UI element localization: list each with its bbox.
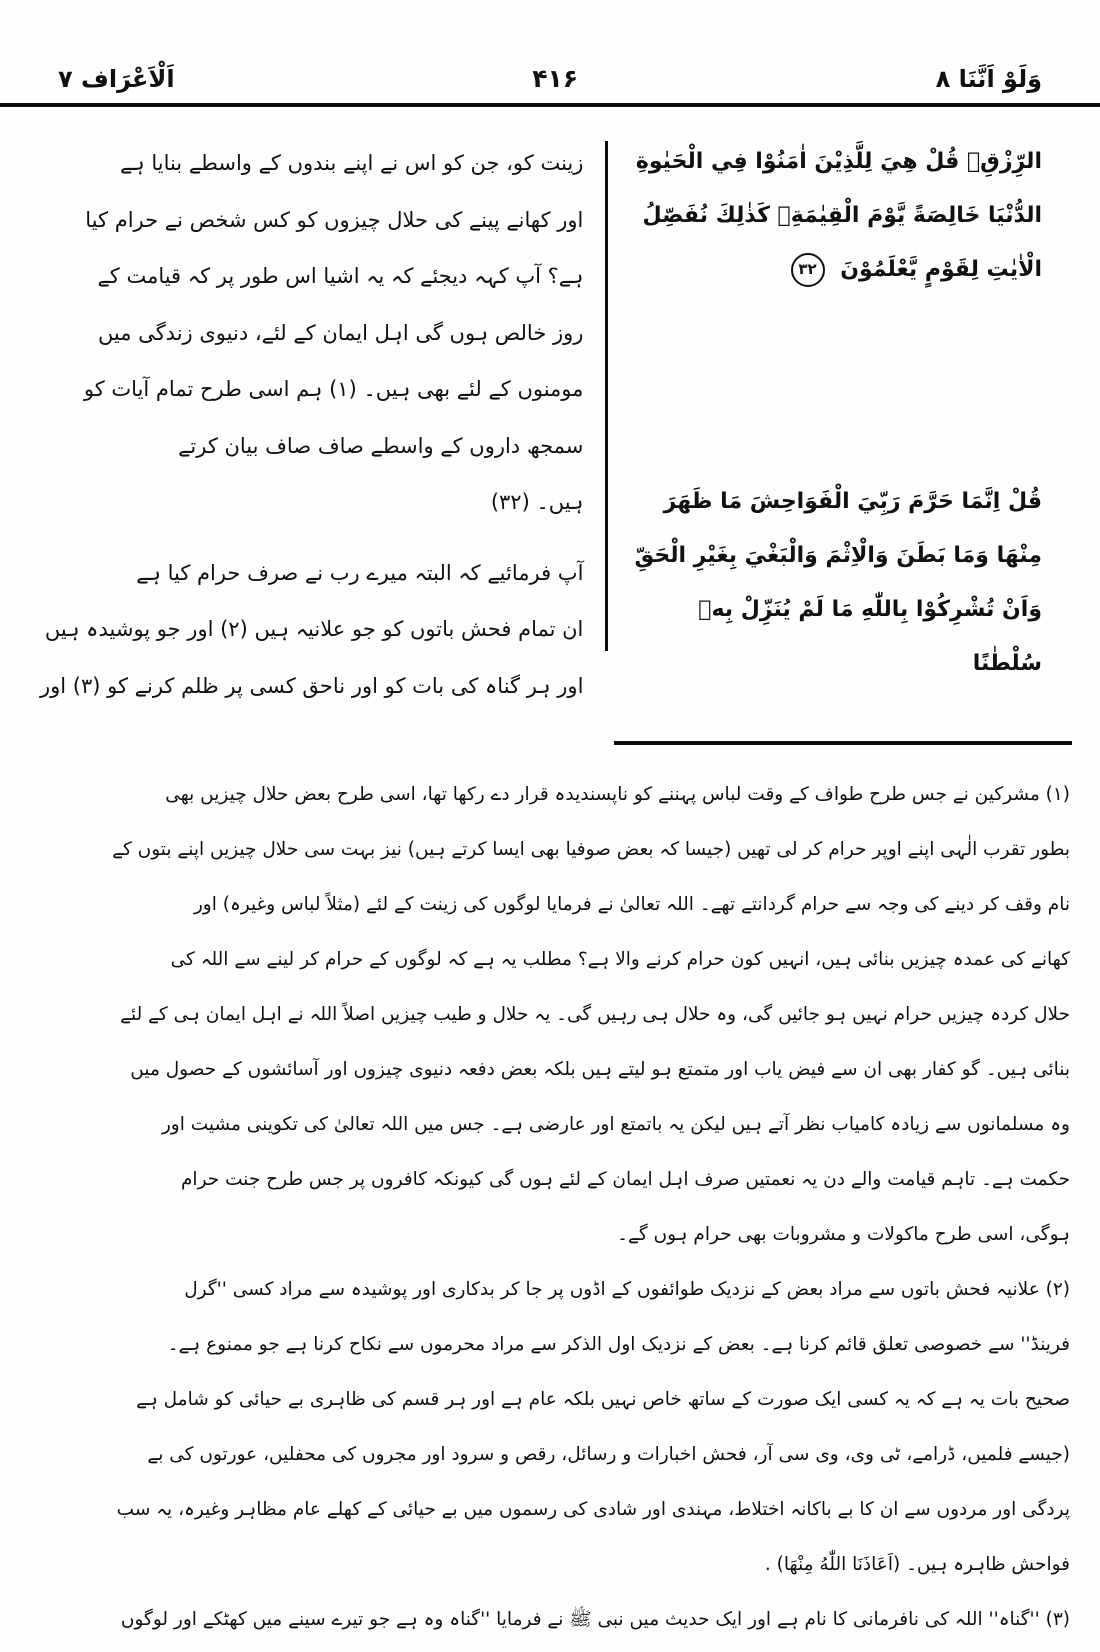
footnote-1-line: وہ مسلمانوں سے زیادہ کامیاب نظر آتے ہیں لیکن یہ باتمتع اور عارضی ہے۔ جس میں اللہ تعالیٰ کی تکوینی مشیت اور <box>161 1114 1070 1135</box>
footnote-2-line: (جیسے فلمیں، ڈرامے، ٹی وی، وی سی آر، فحش اخبارات و رسائل، رقص و سرود اور مجروں کی محفلیں، عورتوں کی بے <box>147 1444 1070 1465</box>
translation-line: اور کھانے پینے کی حلال چیزوں کو کس شخص نے حرام کیا <box>85 207 584 232</box>
footnote-2-line: پردگی اور مردوں سے ان کا بے باکانہ اختلاط، مہندی اور شادی کی رسموں میں بے حیائی کے کھلے عام مظاہر وغیرہ، یہ سب <box>116 1499 1070 1520</box>
footnote-2-line: فرینڈ'' سے خصوصی تعلق قائم کرنا ہے۔ بعض کے نزدیک اول الذکر سے مراد محرموں سے نکاح کرنا ہے جو ممنوع ہے۔ <box>167 1334 1070 1355</box>
translation-line: آپ فرمائیے کہ البتہ میرے رب نے صرف حرام کیا ہے <box>136 560 584 585</box>
footnote-divider <box>614 741 1072 745</box>
arabic-verse-33-text: قُلْ اِنَّمَا حَرَّمَ رَبِّيَ الْفَوَاحِشَ مَا ظَهَرَ مِنْهَا وَمَا بَطَنَ وَالْاِثْمَ وَالْبَغْيَ بِغَيْرِ الْحَقِّ وَاَنْ تُشْرِكُوْا بِاللّٰهِ مَا لَمْ يُنَزِّلْ بِهٖ سُلْطٰنًا <box>634 489 1042 676</box>
translation-line: روز خالص ہوں گی اہل ایمان کے لئے، دنیوی زندگی میں <box>97 320 584 345</box>
footnote-3-line: (۳) ''گناہ'' اللہ کی نافرمانی کا نام ہے اور ایک حدیث میں نبی ﷺ نے فرمایا ''گناہ وہ ہے جو تیرے سینے میں کھٹکے اور لوگوں <box>120 1609 1070 1630</box>
arabic-verse-33 <box>626 475 1042 691</box>
juz-title: وَلَوْ اَنَّنَا ۸ <box>935 65 1042 93</box>
footnote-1-line: حلال کردہ چیزیں حرام نہیں ہو جائیں گی، وہ حلال ہی رہیں گی۔ یہ حلال و طیب چیزیں اصلاً اللہ نے اہل ایمان ہی کے لئے <box>120 1004 1070 1025</box>
arabic-verse-32-text: الرِّزْقِۗ قُلْ هِيَ لِلَّذِيْنَ اٰمَنُوْا فِي الْحَيٰوةِ الدُّنْيَا خَالِصَةً يَّوْمَ الْقِيٰمَةِۗ كَذٰلِكَ نُفَصِّلُ الْاٰيٰتِ لِقَوْمٍ يَّعْلَمُوْنَ <box>635 149 1042 282</box>
column-divider <box>605 141 608 651</box>
footnote-1-line: بنائی ہیں۔ گو کفار بھی ان سے فیض یاب اور متمتع ہو لیتے ہیں بلکہ بعض دفعہ دنیوی چیزوں اور آسائشوں کے حصول میں <box>130 1059 1070 1080</box>
footnote-2-line: (۲) علانیہ فحش باتوں سے مراد بعض کے نزدیک طوائفوں کے اڈوں پر جا کر بدکاری اور پوشیدہ سے مراد کسی ''گرل <box>184 1279 1070 1300</box>
footnote-1-line: کھانے کی عمدہ چیزیں بنائی ہیں، انہیں کون حرام کرنے والا ہے؟ مطلب یہ ہے کہ لوگوں کے حرام کر لینے سے اللہ کی <box>170 949 1070 970</box>
page-header <box>0 0 1100 107</box>
translation-line: اور ہر گناہ کی بات کو اور ناحق کسی پر ظلم کرنے کو (۳) اور <box>40 673 584 698</box>
surah-title: اَلْاَعْرَاف ۷ <box>58 65 175 93</box>
translation-line: ہیں۔ (۳۲) <box>490 490 584 514</box>
translation-line: ہے؟ آپ کہہ دیجئے کہ یہ اشیا اس طور پر کہ قیامت کے <box>97 264 584 288</box>
footnote-1-line: بطور تقرب الٰہی اپنے اوپر حرام کر لی تھیں (جیسا کہ بعض صوفیا بھی ایسا کرتے ہیں) نیز بہت سی حلال چیزیں اپنے بتوں کے <box>112 839 1070 860</box>
footnote-1-line: حکمت ہے۔ تاہم قیامت والے دن یہ نعمتیں صرف اہل ایمان کے لئے ہوں گی کیونکہ کافروں پر جس طرح جنت حرام <box>180 1169 1070 1190</box>
translation-line: زینت کو، جن کو اس نے اپنے بندوں کے واسطے بنایا ہے <box>120 151 584 175</box>
footnote-2-line: صحیح بات یہ ہے کہ یہ کسی ایک صورت کے ساتھ خاص نہیں بلکہ عام ہے اور ہر قسم کی ظاہری بے حیائی کو شامل ہے <box>136 1389 1070 1410</box>
footnote-1-line: ہوگی، اسی طرح ماکولات و مشروبات بھی حرام ہوں گے۔ <box>617 1224 1070 1245</box>
footnote-1-line: نام وقف کر دینے کی وجہ سے حرام گردانتے تھے۔ اللہ تعالیٰ نے فرمایا لوگوں کی زینت کے لئے (مثلاً لباس وغیرہ) اور <box>193 894 1070 915</box>
footnote-1-line: (۱) مشرکین نے جس طرح طواف کے وقت لباس پہننے کو ناپسندیدہ قرار دے رکھا تھا، اسی طرح بعض حلال چیزیں بھی <box>165 784 1070 805</box>
urdu-translation-column <box>40 135 601 698</box>
arabic-verse-column <box>612 135 1042 676</box>
footnotes-section <box>36 767 1070 1647</box>
page-number: ۴۱۶ <box>532 64 578 93</box>
verse-translation-section <box>40 135 1042 698</box>
footnote-2-line: فواحش ظاہرہ ہیں۔ (اَعَاذَنَا اللّٰهُ مِنْهَا) . <box>764 1554 1070 1575</box>
arabic-verse-32 <box>626 135 1042 297</box>
translation-line: سمجھ داروں کے واسطے صاف صاف بیان کرتے <box>178 433 584 458</box>
translation-line: مومنوں کے لئے بھی ہیں۔ (۱) ہم اسی طرح تمام آیات کو <box>83 377 584 401</box>
ayah-number-badge: ۳۲ <box>791 253 825 287</box>
translation-line: ان تمام فحش باتوں کو جو علانیہ ہیں (۲) اور جو پوشیدہ ہیں <box>44 617 584 641</box>
